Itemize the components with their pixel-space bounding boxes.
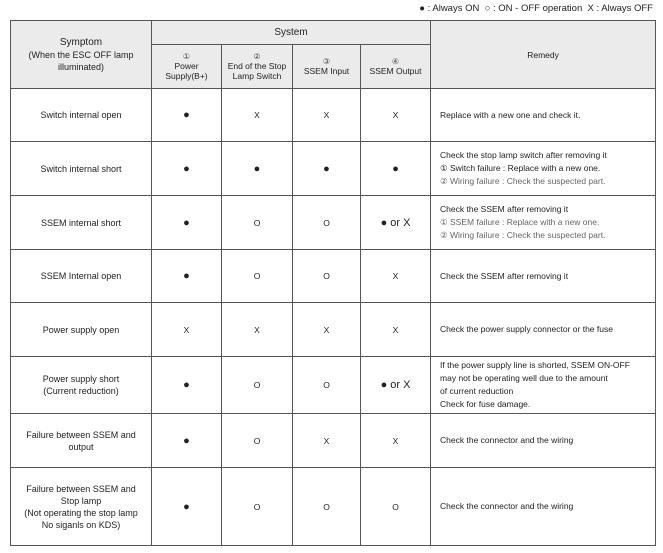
status-cell: O <box>293 357 361 414</box>
remedy-line: Check the SSEM after removing it <box>440 204 569 214</box>
status-cell: O <box>222 357 293 414</box>
symptom-line: Switch internal short <box>40 163 122 174</box>
status-cell: ● <box>152 468 222 546</box>
legend-on-off: ○ : ON - OFF operation <box>484 3 583 14</box>
col-label: SSEM Input <box>303 66 350 76</box>
col-number: ① <box>182 52 191 61</box>
remedy-cell <box>431 142 656 196</box>
remedy-line: ② Wiring failure : Check the suspected part. <box>440 176 606 186</box>
remedy-cell <box>431 468 656 546</box>
status-cell: X <box>152 303 222 357</box>
diagnosis-table <box>10 20 656 546</box>
table-row <box>11 468 656 546</box>
symptom-cell <box>11 89 152 142</box>
remedy-cell <box>431 89 656 142</box>
symptom-line: output <box>68 441 94 452</box>
status-cell: X <box>361 303 431 357</box>
symptom-cell <box>11 142 152 196</box>
system-col-header <box>222 45 293 89</box>
remedy-cell <box>431 250 656 303</box>
table-row <box>11 89 656 142</box>
symptom-line: No siganls on KDS) <box>41 519 121 530</box>
remedy-header: Remedy <box>431 21 656 89</box>
col-number: ③ <box>322 57 331 66</box>
symptom-cell <box>11 357 152 414</box>
status-cell: ● <box>152 89 222 142</box>
status-cell: X <box>222 89 293 142</box>
status-cell: ● <box>152 142 222 196</box>
symptom-cell <box>11 468 152 546</box>
remedy-line: Check the stop lamp switch after removing it <box>440 150 607 160</box>
status-cell: X <box>361 89 431 142</box>
table-row <box>11 250 656 303</box>
status-cell: X <box>361 250 431 303</box>
table-row <box>11 196 656 250</box>
status-cell: X <box>222 303 293 357</box>
remedy-line: Check the SSEM after removing it <box>440 270 569 281</box>
status-cell: X <box>293 414 361 468</box>
symptom-line: Power supply short <box>42 374 120 384</box>
symptom-line: Failure between SSEM and <box>26 429 136 440</box>
status-cell: O <box>293 196 361 250</box>
symptom-cell <box>11 303 152 357</box>
status-cell: ● <box>152 414 222 468</box>
col-label: SSEM Output <box>369 66 422 76</box>
remedy-line: Check the connector and the wiring <box>440 501 574 511</box>
status-cell: O <box>222 414 293 468</box>
remedy-line: of current reduction <box>440 386 514 396</box>
remedy-line: Check the connector and the wiring <box>440 435 574 445</box>
table-row <box>11 357 656 414</box>
legend-always-on: ● : Always ON <box>419 3 480 14</box>
symptom-line: SSEM Internal open <box>40 271 122 281</box>
remedy-line: Check the power supply connector or the fuse <box>440 324 613 334</box>
remedy-line: Replace with a new one and check it. <box>440 109 581 120</box>
system-col-header <box>361 45 431 89</box>
symptom-cell <box>11 414 152 468</box>
system-col-header <box>293 45 361 89</box>
status-cell: ● <box>152 357 222 414</box>
symptom-line: (Current reduction) <box>43 386 119 396</box>
status-cell: O <box>293 250 361 303</box>
symptom-line: Failure between SSEM and <box>26 483 136 494</box>
remedy-line: may not be operating well due to the amount <box>440 373 608 383</box>
status-cell: X <box>361 414 431 468</box>
status-cell: ● <box>152 196 222 250</box>
table-row <box>11 142 656 196</box>
status-cell: O <box>222 250 293 303</box>
symptom-line: Switch internal open <box>40 110 122 120</box>
status-cell: ● <box>152 250 222 303</box>
status-cell: ● or X <box>361 196 431 250</box>
col-label: Power Supply(B+) <box>165 61 208 81</box>
remedy-cell <box>431 303 656 357</box>
symptom-cell <box>11 250 152 303</box>
remedy-cell <box>431 196 656 250</box>
status-cell: X <box>293 89 361 142</box>
status-cell: O <box>361 468 431 546</box>
table-row <box>11 303 656 357</box>
remedy-line: If the power supply line is shorted, SSEM ON-OFF <box>440 360 630 370</box>
status-cell: O <box>293 468 361 546</box>
symptom-cell <box>11 196 152 250</box>
remedy-cell <box>431 414 656 468</box>
system-col-header <box>152 45 222 89</box>
remedy-line: ① SSEM failure : Replace with a new one. <box>440 217 600 227</box>
symptom-line: Power supply open <box>42 324 120 335</box>
col-number: ④ <box>391 57 400 66</box>
symptom-line: Stop lamp <box>60 495 102 506</box>
system-header: System <box>152 21 431 45</box>
status-cell: ● <box>293 142 361 196</box>
table-row <box>11 414 656 468</box>
legend-always-off: X : Always OFF <box>587 3 653 14</box>
symptom-line: (Not operating the stop lamp <box>24 507 138 518</box>
status-cell: O <box>222 196 293 250</box>
remedy-line: Check for fuse damage. <box>440 399 531 409</box>
col-number: ② <box>253 52 261 61</box>
col-label: End of the Stop Lamp Switch <box>227 61 287 81</box>
remedy-cell <box>431 357 656 414</box>
legend <box>419 3 653 14</box>
symptom-line: SSEM internal short <box>40 217 122 228</box>
status-cell: X <box>293 303 361 357</box>
status-cell: ● <box>361 142 431 196</box>
status-cell: ● or X <box>361 357 431 414</box>
status-cell: O <box>222 468 293 546</box>
remedy-line: ② Wiring failure : Check the suspected part. <box>440 230 606 240</box>
status-cell: ● <box>222 142 293 196</box>
symptom-header: Symptom (When the ESC OFF lamp illuminated) <box>11 21 152 89</box>
remedy-line: ① Switch failure : Replace with a new one. <box>440 163 601 173</box>
